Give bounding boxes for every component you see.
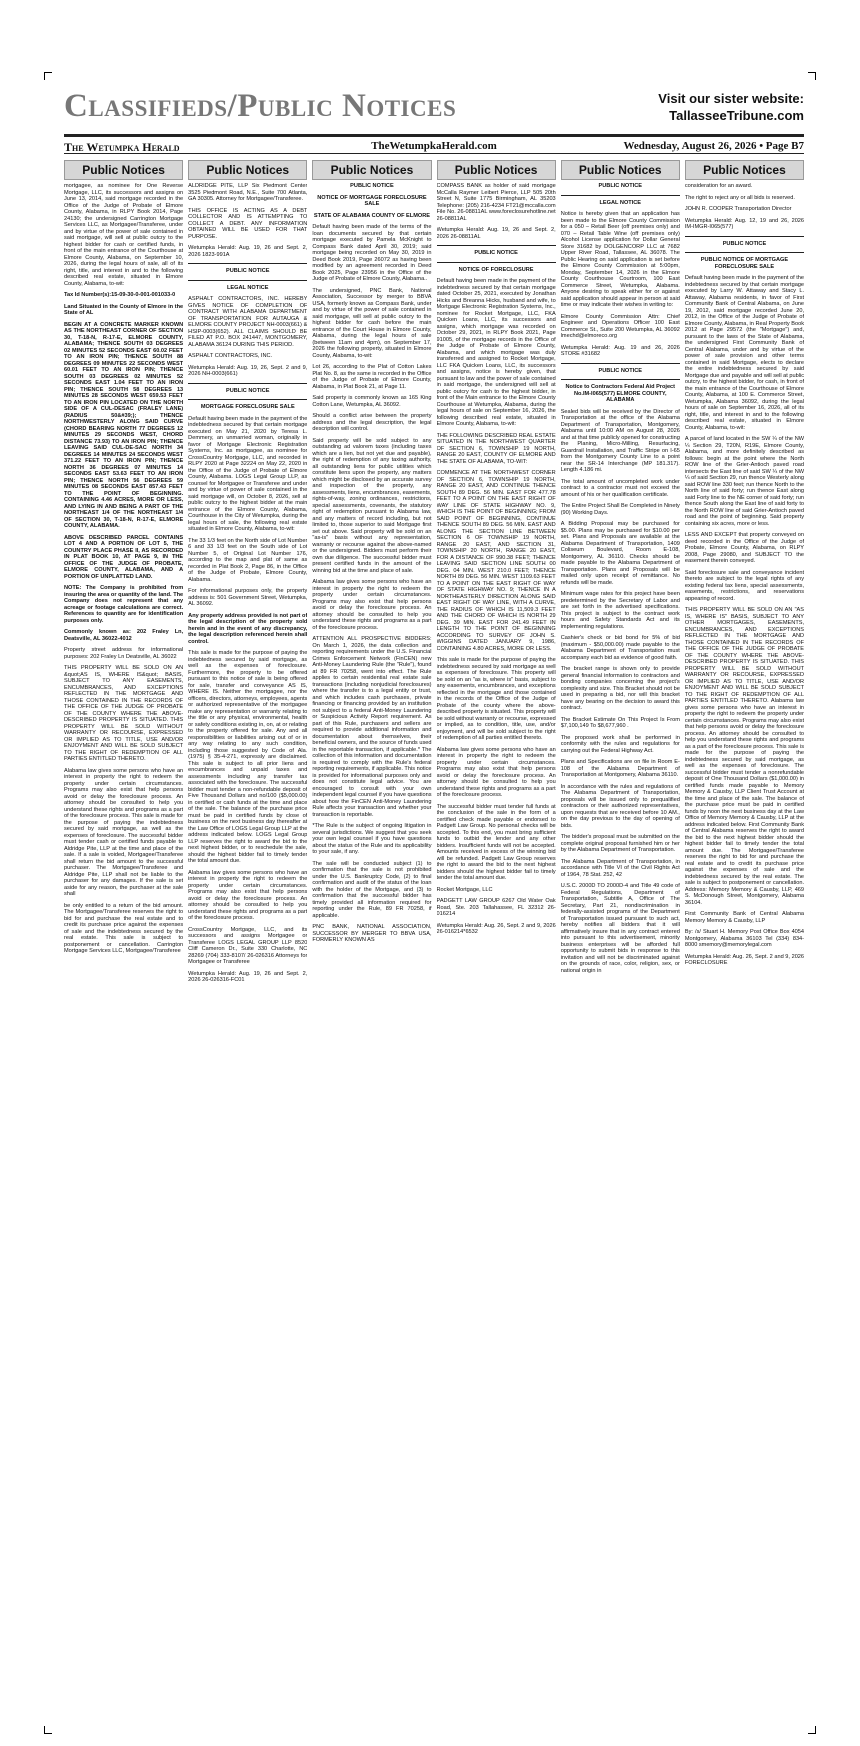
notice-paragraph: Default having been made in the payment of the indebtedness secured by that certain mortgage dated October 25, 2021, executed by Jonathan Hicks and Breanna Hicks, husband and wife, to Mortgage Electronic Registration Systems, Inc., nominee for Rocket Mortgage, LLC, FKA Quicken Loans, LLC, its successors and assigns, which mortgage was recorded on October 29, 2021, in RLPY Book 2021, Page 91005, of the mortgage records in the Office of the Judge of Probate of Elmore County, Alabama, and which mortgage was duly transferred and assigned to Rocket Mortgage, LLC FKA Quicken Loans, LLC, its successors and assigns, notice is hereby given, that pursuant to law and the power of sale contained in said mortgage, the undersigned will sell at public outcry for cash to the highest bidder, in front of the Main entrance to the Elmore County Courthouse at Wetumpka, Alabama, during the legal hours of sale on September 16, 2026, the following described real estate, situated in Elmore County, Alabama, to-wit: [436,278,556,427]
notice-paragraph: U.S.C. 2000D TO 2000D-4 and Title 49 code of Federal Regulations, Department of Transportation, Subtitle A, Office of The Secretary, Part 21, nondiscrimination in federally-assisted programs of the Department of Transportation issued pursuant to such act, hereby notifies all bidders that it will affirmatively insure that in any contract entered into pursuant to this advertisement, minority business enterprises will be afforded full opportunity to submit bids in response to this invitation and will not be discriminated against on the grounds of race, color, religion, sex, or national origin in [560,883,680,974]
notice-paragraph: Sealed bids will be received by the Director of Transportation at the office of the Alabama Department of Transportation, Montgomery, Alabama until 10:00 AM on August 28, 2026 and at that time publicly opened for constructing the Planing, Micro-Milling, Resurfacing, Guardrail Installation, and Traffic Stripe on I-65 from the Montgomery County Line to a point near the SR-14 Interchange (MP 181.317). Length 4.186 mi. [560,408,680,473]
notice-heading: PUBLIC NOTICE [226,387,270,394]
notice-column [188,160,307,1720]
notice-paragraph: Wetumpka Herald: Aug. 19, 26 and Sept. 2, 2026 1823-991A [188,245,308,258]
notice-heading: MORTGAGE FORECLOSURE SALE [200,404,295,410]
notice-divider [437,262,556,263]
issue-date-page: Wednesday, August 26, 2026 • Page B7 [623,140,804,152]
notice-paragraph: In accordance with the rules and regulations of The Alabama Department of Transportation, proposals will be issued only to prequalified contractors or their authorized representatives, upon requests that are received before 10 AM., on the day previous to the day of opening of bids. [560,783,680,829]
notice-paragraph: LESS AND EXCEPT that property conveyed on deed recorded in the Office of the Judge of Probate, Elmore County, Alabama, on RLPY 2008, Page 29080, and SUBJECT TO the easement therein conveyed. [684,532,805,564]
notice-paragraph: CrossCountry Mortgage, LLC, and its successors and assigns Mortgagee or Transferee LOGS LEGAL GROUP LLP 8520 Cliff Cameron Dr., Suite 330 Charlotte, NC 28269 (704) 333-8107/ 26-026316 Attorneys for Mortgagee or Transferee [188,926,308,965]
crop-mark-bottom-left [44,1726,52,1734]
notice-divider [188,383,307,384]
notice-paragraph: The successful bidder must tender full funds at the conclusion of the sale in the form of a certified check made payable or endorsed to Padgett Law Group. No personal checks will be accepted. To this end, you must bring sufficient funds to outbid the lender and any other bidders. Insufficient funds will not be accepted. Amounts received in excess of the winning bid will be refunded. Padgett Law Group reserves the right to award the bid to the next highest bidders should the highest bidder fail to timely tender the total amount due. [436,803,556,881]
column-header: Public Notices [64,160,183,180]
notice-paragraph: Alabama law gives some persons who have an interest in property the right to redeem the property under certain circumstances. Programs may also exist that help persons avoid or delay the foreclosure process. An attorney should be consulted to help you understand these rights and programs as a part of the foreclosure process. [436,746,556,798]
notice-paragraph: Default having been made in the payment of the indebtedness secured by that certain mortgage executed on May 21, 2020 by Teresa L. Demmery, an unmarried woman, originally in favor of Mortgage Electronic Registration Systems, Inc. as mortgagee, as nominee for CrossCountry Mortgage, LLC, and recorded in RLPY 2020 at Page 32224 on May 22, 2020 in the Office of the Judge of Probate of Elmore County, Alabama. LOGS Legal Group LLP, as counsel for Mortgagee or Transferee and under and by virtue of power of sale contained in the said mortgage will, on October 8, 2026, sell at public outcry to the highest bidder at the main entrance of the Elmore County, Alabama, Courthouse in the City of Wetumpka, during the legal hours of sale, the following real estate situated in Elmore County, Alabama, to-wit: [188,415,308,532]
notice-paragraph: consideration for an award. [684,183,753,189]
notice-paragraph: Wetumpka Herald: Aug. 26, Sept. 2 and 9, 2026 FORECLOSURE [684,953,805,966]
notice-bold-paragraph: Any property address provided is not part of the legal description of the property sold herein and in the event of any discrepancy, the legal description referenced herein shall control. [188,612,308,645]
notice-paragraph: The right to reject any or all bids is reserved. [684,194,795,201]
sister-site-lead: Visit our sister website: [658,91,804,106]
notice-heading: Notice to Contractors Federal Aid Project No.IM-I065(577) ELMORE COUNTY, ALABAMA [565,384,676,403]
notice-divider [685,252,804,253]
notice-paragraph: THIS PROPERTY WILL BE SOLD ON AN "AS IS, WHERE IS" BASIS, SUBJECT TO ANY OTHER MORTGAGES, EASEMENTS, ENCUMBRANCES, AND EXCEPTIONS REFLECTED IN THE MORTGAGE AND THOSE CONTAINED IN THE RECORDS OF THE OFFICE OF THE JUDGE OF PROBATE OF THE COUNTY WHERE THE ABOVE-DESCRIBED PROPERTY IS SITUATED. THIS PROPERTY WILL BE SOLD WITHOUT WARRANTY OR RECOURSE, EXPRESSED OR IMPLIED AS TO TITLE, USE AND/OR ENJOYMENT AND WILL BE SOLD SUBJECT TO THE RIGHT OF REDEMPTION OF ALL PARTIES ENTITLED THERETO. Alabama law gives some persons who have an interest in property the right to redeem the property under certain circumstances. Programs may also exist that help persons avoid or delay the foreclosure process. An attorney should be consulted to help you understand these rights and programs as a part of the foreclosure process. This sale is made for the purpose of paying the indebtedness secured by said mortgage, as well as the expenses of foreclosure. The successful bidder must tender a nonrefundable deposit of One Thousand Dollars ($1,000.00) in certified funds made payable to Memory Memory & Causby, LLP Client Trust Account at the time and place of the sale. The balance of the purchase price must be paid in certified funds by noon the next business day at the Law Office of Memory Memory & Causby, LLP at the address indicated below. First Community Bank of Central Alabama reserves the right to award the bid to the next highest bidder should the highest bidder fail to timely tender the total amount due. The Mortgagee/Transferee reserves the right to bid for and purchase the real estate and to credit its purchase price against the expenses of sale and the indebtedness secured by the real estate. The sale is subject to postponement or cancellation. Address: Memory Memory & Causby, LLP, 469 S. McDonough Street, Montgomery, Alabama 36104. [684,607,805,906]
notice-heading: PUBLIC NOTICE [474,250,518,256]
notice-paragraph: Default having been made in the payment of the indebtedness secured by that certain mortgage executed by Larry W. Attaway and Stacy L. Attaway, Alabama residents, in favor of First Community Bank of Central Alabama, on June 19, 2012, said mortgage recorded June 20, 2012, in the Office of the Judge of Probate of Elmore County, Alabama, in Real Property Book 2012 at Page 29572 (the "Mortgage") and, pursuant to the laws of the State of Alabama, the undersigned First Community Bank of Central Alabama, under and by virtue of the power of sale provision and other terms contained in said Mortgage, elects to declare the entire indebtedness secured by said Mortgage due and payable and will sell at public outcry, to the highest bidder, for cash, in front of the main entrance of the Courthouse of Elmore County, Alabama, at 100 E. Commerce Street, Wetumpka, Alabama 36092, during the legal hours of sale on September 16, 2026, all of its right, title, and interest in and to the following described real estate, situated in Elmore County, Alabama, to-wit: [684,275,805,431]
notice-heading: LEGAL NOTICE [599,199,642,206]
notice-heading: PUBLIC NOTICE [722,240,767,247]
notice-paragraph: The Alabama Department of Transportation, in accordance with Title VI of the Civil Rights Act of 1964, 78 Stat. 252, 42 [560,858,680,878]
column-body [561,183,680,974]
notice-paragraph: The bidder's proposal must be submitted on the complete original proposal furnished him or her by the Alabama Department of Transportation. [560,834,680,853]
notice-paragraph: COMMENCE AT THE NORTHWEST CORNER OF SECTION 6, TOWNSHIP 19 NORTH, RANGE 20 EAST, AND CONTINUE THENCE SOUTH 89 DEG. 56 MIN. EAST FOR 477.78 FEET TO A POINT ON THE EAST RIGHT OF WAY LINE OF STATE HIGHWAY NO. 9, WHICH IS THE POINT OF BEGINNING; FROM SAID POINT OF BEGINNING, CONTINUE THENCE SOUTH 89 DEG. 56 MIN. EAST AND ALONG THE SECTION LINE BETWEEN SECTION 6 OF TOWNSHIP 19 NORTH, RANGE 20 EAST, AND SECTION 31, TOWNSHIP 20 NORTH, RANGE 20 EAST, FOR A DISTANCE OF 990.38 FEET; THENCE LEAVING SAID SECTION LINE SOUTH 00 DEG. 04 MIN. WEST 210.0 FEET; THENCE NORTH 89 DEG. 56 MIN. WEST 1109.63 FEET TO A POINT ON THE EAST RIGHT OF WAY OF STATE HIGHWAY NO. 9; THENCE IN A NORTHEASTERLY DIRECTION ALONG SAID EAST RIGHT OF WAY LINE, WITH A CURVE, THE RADIUS OF WHICH IS 11,509.3 FEET AND THE CHORD OF WHICH IS NORTH 29 DEG. 39 MIN. EAST FOR 241.49 FEET IN LENGTH TO THE POINT OF BEGINNING ACCORDING TO SURVEY OF JOHN S. WIGGINS DATED JANUARY 9, 1986, CONTAINING 4.80 ACRES, MORE OR LESS. [436,470,556,652]
column-header: Public Notices [685,160,804,180]
notice-paragraph: ATTENTION ALL PROSPECTIVE BIDDERS: On March 1, 2026, the data collection and reporting requirements under the U.S. Financial Crimes Enforcement Network (FinCEN) new Anti-Money Laundering Rule (the "Rule"), found at 89 FR 70258, went into effect. The Rule applies to certain residential real estate sale transactions (including nonjudicial foreclosures) where the transfer is to a legal entity or trust, and which includes cash purchases, private financing or financing provided by an institution not subject to a federal Anti-Money Laundering or Suspicious Activity Report requirement. As part of this Rule, purchasers and sellers are required to provide additional information and documentation about themselves, their beneficial owners, and the source of funds used in the reportable transaction, if applicable.* The collection of this information and documentation is required to comply with the Rule's federal reporting requirements, if applicable. This notice is provided for informational purposes only and does not constitute legal advice. You are encouraged to consult with your own independent legal counsel if you have questions about how the FinCEN Anti-Money Laundering Rule affects your transaction and whether your transaction is reportable. [312,636,432,818]
notice-paragraph: Wetumpka Herald: Aug. 26, Sept. 2 and 9, 2026 26-016214*6532 [436,922,556,935]
notice-paragraph: ASPHALT CONTRACTORS, INC. HEREBY GIVES NOTICE OF COMPLETION OF CONTRACT WITH ALABAMA DEPARTMENT OF TRANSPORTATION FOR AUTAUGA & ELMORE COUNTY PROJECT NH-0003(661) & HSIP-0003(652). ALL CLAIMS SHOULD BE FILED AT P.O. BOX 241447, MONTGOMERY, ALABAMA 36124 DURING THIS PERIOD. [188,296,308,348]
notice-paragraph: Wetumpka Herald: Aug. 19, 26 and Sept. 2, 2026 26-08811AL [436,227,556,240]
notice-paragraph: Wetumpka Herald: Aug. 19, 26 and Sept. 2, 2026 26-026316-FC01 [188,970,308,983]
notice-paragraph: The Entire Project Shall Be Completed in Ninety (90) Working Days. [560,503,680,516]
notice-paragraph: The bracket range is shown only to provide general financial information to contractors and bonding companies concerning the project's complexity and size. This Bracket should not be used in preparing a bid, nor will this bracket have any bearing on the decision to award this contract. [560,666,680,711]
paper-website[interactable]: TheWetumpkaHerald.com [371,140,497,152]
notice-heading: STATE OF ALABAMA COUNTY OF ELMORE [313,212,430,219]
notice-bold-paragraph: ABOVE DESCRIBED PARCEL CONTAINS LOT 4 AND A PORTION OF LOT 5, THE COUNTRY PLACE PHASE II, AS RECORDED IN PLAT BOOK 10, AT PAGE 9, IN THE OFFICE OF THE JUDGE OF PROBATE, ELMORE COUNTY, ALABAMA, AND A PORTION OF UNPLATTED LAND. [64,534,184,580]
notice-bold-paragraph: BEGIN AT A CONCRETE MARKER KNOWN AS THE NORTHEAST CORNER OF SECTION 30, T-18-N, R-17-E, ELMORE COUNTY, ALABAMA; THENCE SOUTH 03 DEGREES 02 MINUTES 52 SECONDS EAST 60.02 FEET TO AN IRON PIN; THENCE SOUTH 88 DEGREES 09 MINUTES 22 SECONDS WEST 60.01 FEET TO AN IRON PIN; THENCE SOUTH 03 DEGREES 02 MINUTES 52 SECONDS EAST 1.04 FEET TO AN IRON PIN; THENCE SOUTH 58 DEGREES 13 MINUTES 28 SECONDS WEST 659.53 FEET TO AN IRON PIN LOCATED ON THE NORTH SIDE OF A CUL-DESAC (FRALEY LANE) (RADIUS 50&#39;); THENCE NORTHWESTERLY ALONG SAID CURVE (CHORD BEARING NORTH 77 DEGREES 12 MINUTES 29 SECONDS WEST, CHORD DISTANCE 73.93) TO AN IRON PIN; THENCE LEAVING SAID CUL-DE-SAC NORTH 34 DEGREES 14 MINUTES 24 SECONDS WEST 371.22 FEET TO AN IRON PIN; THENCE NORTH 36 DEGREES 07 MINUTES 14 SECONDS EAST 53.63 FEET TO AN IRON PIN; THENCE NORTH 56 DEGREES 59 MINUTES 08 SECONDS EAST 857.43 FEET TO THE POINT OF BEGINNING. CONTAINING 4.46 ACRES, MORE OR LESS, AND LYING IN AND BEING A PART OF THE NORTHEAST 1/4 OF THE NORTHEAST 1/4 OF SECTION 30, T-18-N, R-17-E, ELMORE COUNTY, ALABAMA. [64,321,184,529]
notice-paragraph: Plans and Specifications are on file in Room E-108 of the Alabama Department of Transportation at Montgomery, Alabama 36110. [560,759,680,778]
notice-paragraph: Default having been made of the terms of the loan documents secured by that certain mortgage executed by Pamela McKnight to Compass Bank dated April 30, 2019; said mortgage being recorded on May 30, 2019 in Deed Book 2019, Page 26072 as having been modified by an agreement recorded in Deed Book 2025, Page 23956 in the Office of the Judge of Probate of Elmore County, Alabama.. [312,224,432,282]
notice-divider [561,379,680,380]
notice-paragraph: Alabama law gives some persons who have an interest in property the right to redeem the property under certain circumstances. Programs may also exist that help persons avoid or delay the foreclosure process. An attorney should be consulted to help you understand these rights and programs as a part of the foreclosure process. [188,869,308,921]
notice-paragraph: For informational purposes only, the property address is: 501 Government Street, Wetumpka, AL 36092. [188,588,308,607]
column-body [685,183,804,967]
sister-site-promo [658,90,804,124]
notice-columns [64,160,804,1720]
notice-column [64,160,183,1720]
notice-paragraph: THIS OFFICE IS ACTING AS A DEBT COLLECTOR AND IS ATTEMPTING TO COLLECT A DEBT. ANY INFORMATION OBTAINED WILL BE USED FOR THAT PURPOSE. [188,207,308,240]
notice-paragraph: Wetumpka Herald: Aug. 19 and 26, 2026 STORE #31682 [560,344,680,357]
notice-paragraph: Lot 26, according to the Plat of Cotton Lakes Plat No. 8, as the same is recorded in the Office of the Judge of Probate of Elmore County, Alabama, in Plat Book 21, at Page 11. [312,364,432,390]
notice-heading: NOTICE OF MORTGAGE FORECLOSURE SALE [317,194,427,207]
column-body [437,183,556,936]
notice-paragraph: Wetumpka Herald: Aug. 12, 19 and 26, 2026 IM-IMGR-I065(577) [684,217,805,230]
notice-paragraph: PADGETT LAW GROUP 6267 Old Water Oak Road, Ste. 203 Tallahassee, FL 32312 26-016214 [436,898,556,917]
notice-paragraph: This sale is made for the purpose of paying the indebtedness secured by said mortgage as well as expenses of foreclosure. This property will be sold on an "as is, where is" basis, subject to any easements, encumbrances, and exceptions reflected in the mortgage and those contained in the records of the Office of the Judge of Probate of the county where the above-described property is situated. This property will be sold without warranty or recourse, expressed or implied, as to condition, title, use, and/or enjoyment, and will be sold subject to the right of redemption of all parties entitled thereto. [436,657,556,741]
notice-paragraph: Said foreclosure sale and conveyance incident thereto are subject to the legal rights of any existing federal tax liens, special assessments, easements, restrictions, and reservations appearing of record. [684,569,805,602]
column-header: Public Notices [312,160,431,180]
notice-paragraph: Wetumpka Herald: Aug. 19, 26, Sept. 2 and 9, 2026 NH-0003(661) [188,364,308,377]
notice-heading: PUBLIC NOTICE [350,183,394,189]
notice-divider [685,236,804,237]
notice-paragraph: The sale will be conducted subject (1) to confirmation that the sale is not prohibited under the U.S. Bankruptcy Code, (2) to final confirmation and audit of the status of the loan with the holder of the Mortgage, and (3) to confirmation that the successful bidder has timely provided all information required for reporting under the Rule, 89 FR 70258, if applicable. [312,860,432,919]
notice-paragraph: COMPASS BANK as holder of said mortgage McCalla Raymer Leibert Pierce, LLP 505 20th Street N, Suite 1775 Birmingham, AL 35203 Telephone: (205) 216-4234 FT21@mccalla.com File No. 26-08811AL www.foreclosurehotline.net 26-08811AL [436,183,556,222]
notice-paragraph: Notice is hereby given that an application has been made to the Elmore County Commission for a 050 – Retail Beer (off premises only) and 070 – Retail Table Wine (off premises only) Alcohol License application for Dollar General Store 31682 by DOLGENCORP LLC at 7682 Upper River Road, Tallassee, AL 36078. The Public Hearing on said application is set before the Elmore County Commission at 5:00pm, Monday, September 14, 2026 in the Elmore County Courthouse Courtroom, 100 East Commerce Street, Wetumpka, Alabama. Anyone desiring to speak either for or against said application should appear in person at said time or may indicate their wishes in writing to: [560,211,680,308]
notice-heading: PUBLIC NOTICE [598,183,643,189]
notice-paragraph: ASPHALT CONTRACTORS, INC. [188,353,273,359]
notice-divider [561,195,680,196]
notice-column [561,160,680,1720]
column-header: Public Notices [437,160,556,180]
notice-paragraph: Cashier's check or bid bond for 5% of bid (maximum - $50,000.00) made payable to the Alabama Department of Transportation must accompany each bid as evidence of good faith. [560,635,680,661]
sister-site-link[interactable]: TallasseeTribune.com [669,108,804,123]
notice-paragraph: The total amount of uncompleted work under contract to a contractor must not exceed the amount of his or her qualification certificate. [560,478,680,498]
notice-paragraph: PNC BANK, NATIONAL ASSOCIATION, SUCCESSOR BY MERGER TO BBVA USA, FORMERLY KNOWN AS [312,924,432,943]
notice-paragraph: ALDRIDGE PITE, LLP Six Piedmont Center 3525 Piedmont Road, N.E., Suite 700 Atlanta, GA 30305. Attorney for Mortgagee/Transferee. [188,183,308,202]
notice-paragraph: Minimum wage rates for this project have been predetermined by the Secretary of Labor and are set forth in the advertised specifications. This project is subject to the contract work hours and Safety Standards Act and its implementing regulations. [560,591,680,630]
crop-mark-top-right [808,72,816,80]
notice-paragraph: JOHN R. COOPER Transportation Director [684,206,792,212]
notice-bold-paragraph: Tax Id Number(s):15-09-30-0-001-001033-0 [64,292,176,298]
notice-paragraph: mortgagee, as nominee for One Reverse Mortgage, LLC, its successors and assigns on June 13, 2014, said mortgage recorded in the Office of the Judge of Probate of Elmore County, Alabama, in RLPY Book 2014, Page 24130; the undersigned Carrington Mortgage Services LLC, as Mortgagee/Transferee, under and by virtue of the power of sale contained in said mortgage, will sell at public outcry to the highest bidder for cash or certified funds, in front of the main entrance of the Courthouse at Elmore County, Alabama, on September 10, 2026, during the legal hours of sale, all of its right, title, and interest in and to the following described real estate, situated in Elmore County, Alabama, to-wit: [64,183,184,287]
notice-bold-paragraph: NOTE: The Company is prohibited from insuring the area or quantity of the land. The Company does not represent that any acreage or footage calculations are correct. References to quantity are for identification purposes only. [64,585,184,624]
paper-name: The Wetumpka Herald [64,140,180,154]
notice-paragraph: The Bracket Estimate On This Project Is From $7,100,149 To $8,677,960 . [560,716,680,729]
notice-paragraph: THE FOLLOWING DESCRIBED REAL ESTATE SITUATED IN THE NORTHWEST QUARTER OF SECTION 6, TOWNSHIP 19 NORTH, RANGE 20 EAST, COUNTY OF ELMORE AND THE STATE OF ALABAMA, TO-WIT: [436,432,556,465]
column-header: Public Notices [561,160,680,180]
notice-paragraph: be only entitled to a return of the bid amount. The Mortgagee/Transferee reserves the right to bid for and purchase the real estate and to credit its purchase price against the expenses of sale and the indebtedness secured by the real estate. This sale is subject to postponement or cancellation. Carrington Mortgage Services LLC, Mortgagee/Transferee [64,902,184,954]
notice-paragraph: Alabama law gives some persons who have an interest in property the right to redeem the property under certain circumstances. Programs may also exist that help persons avoid or delay the foreclosure process. An attorney should be consulted to help you understand these rights and programs as a part of the foreclosure process. [312,579,432,631]
notice-paragraph: A Bidding Proposal may be purchased for $5.00. Plans may be purchased for $10.00 per set. Plans and Proposals are available at the Alabama Department of Transportation, 1409 Coliseum Boulevard, Room E-108, Montgomery, AL 36110. Checks should be made payable to the Alabama Department of Transportation. Plans and Proposals will be mailed only upon receipt of remittance. No refunds will be made. [560,521,680,586]
notice-paragraph: By: /s/ Stuart H. Memory Post Office Box 4054 Montgomery, Alabama 36103 Tel (334) 834-8000 smemory@memorylegal.com [684,929,805,948]
notice-paragraph: The 33 1/3 feet on the North side of Lot Number 6 and 33 1/3 feet on the South side of Lot Number 5, of Original Lot Number 176, according to the map and plat of same as recorded in Plat Book 2, Page 86, in the Office of the Judge of Probate, Elmore County, Alabama. [188,537,308,583]
crop-mark-bottom-right [808,1726,816,1734]
notice-column [437,160,556,1720]
notice-bold-paragraph: Commonly known as: 202 Fraley Ln, Deatsville, AL 36022-4012 [64,629,184,642]
notice-paragraph: This sale is made for the purpose of paying the indebtedness secured by said mortgage, as well as the expenses of foreclosure. Furthermore, the property to be offered pursuant to this notice of sale is being offered for sale, transfer and conveyance AS IS, WHERE IS. Neither the mortgagee, nor the officers, directors, attorneys, employees, agents or authorized representative of the mortgagee make any representation or warranty relating to the title or any physical, environmental, health or safety conditions existing in, on, at or relating to the property offered for sale. Any and all responsibilities or liabilities arising out of or in any way relating to any such condition, including those suggested by Code of Ala. (1975) § 35-4-271, expressly are disclaimed. This sale is subject to all prior liens and encumbrances and unpaid taxes and assessments including any transfer tax associated with the foreclosure. The successful bidder must tender a non-refundable deposit of Five Thousand Dollars and no/100 ($5,000.00) in certified or cash funds at the time and place of the sale. The balance of the purchase price must be paid in certified funds by close of business on the next business day thereafter at the Law Office of LOGS Legal Group LLP at the address indicated below. LOGS Legal Group LLP reserves the right to award the bid to the next highest bidder, or to reschedule the sale, should the highest bidder fail to timely tender the total amount due. [188,650,308,864]
notice-paragraph: Rocket Mortgage, LLC [436,886,493,893]
dateline-bar [64,134,804,154]
notice-paragraph: Property street address for informational purposes: 202 Fraley Ln Deatsville, AL 36022 [64,647,184,660]
notice-divider [188,280,307,281]
crop-mark-top-left [44,72,52,80]
notice-divider [437,245,556,246]
column-body [64,183,183,955]
notice-paragraph: Should a conflict arise between the property address and the legal description, the legal description will control. [312,413,432,432]
section-title: Classifieds/Public Notices [64,88,457,124]
notice-paragraph: Said property is commonly known as 165 King Cotton Lane, Wetumpka, AL 36092. [312,395,432,408]
column-body [188,183,307,984]
notice-paragraph: The proposed work shall be performed in conformity with the rules and regulations for carrying out the Federal Highway Act. [560,734,680,754]
notice-heading: PUBLIC NOTICE [598,367,643,374]
column-body [312,183,431,944]
notice-heading: LEGAL NOTICE [226,284,269,291]
notice-column [685,160,804,1720]
notice-paragraph: Said property will be sold subject to any outstanding ad valorem taxes (including taxes which are a lien, but not yet due and payable), the right of redemption of any taxing authority, all outstanding liens for public utilities which constitute liens upon the property, any matters which might be disclosed by an accurate survey and inspection of the property, any assessments, liens, encumbrances, easements, rights-of-way, zoning ordinances, restrictions, special assessments, covenants, the statutory right of redemption pursuant to Alabama law, and any matters of record including, but not limited to, those superior to said Mortgage first set out above. Said property will be sold on an "as-is" basis without any representation, warranty or recourse against the above-named or the undersigned. Bidders must perform their own due diligence. The successful bidder must present certified funds in the amount of the winning bid at the time and place of sale. [312,437,432,574]
masthead [64,84,804,134]
notice-heading: PUBLIC NOTICE OF MORTGAGE FORECLOSURE SALE [700,257,789,270]
notice-paragraph: Alabama law gives some persons who have an interest in property the right to redeem the property under certain circumstances. Programs may also exist that help persons avoid or delay the foreclosure process. An attorney should be consulted to help you understand these rights and programs as a part of the foreclosure process. This sale is made for the purpose of paying the indebtedness secured by said mortgage, as well as the expenses of foreclosure. The successful bidder must tender cash or certified funds payable to Aldridge Pite, LLP at the time and place of the sale. If a sale is voided, Mortgagee/Transferee shall return the bid amount to the successful purchaser. The Mortgagee/Transferee and Aldridge Pite, LLP shall not be liable to the purchaser for any damages. If the sale is set aside for any reason, the purchaser at the sale shall [64,767,184,897]
notice-paragraph: Elmore County Commission Attn: Chief Engineer and Operations Officer 100 East Commerce St., Suite 200 Wetumpka, AL 36092 lmechd@elmoreco.org [560,313,680,339]
notice-divider [188,263,307,264]
notice-paragraph: First Community Bank of Central Alabama Memory Memory & Causby, LLP [684,911,805,924]
notice-divider [561,363,680,364]
notice-paragraph: THIS PROPERTY WILL BE SOLD ON AN &quot;AS IS, WHERE IS&quot; BASIS, SUBJECT TO ANY EASEMENTS, ENCUMBRANCES, AND EXCEPTIONS REFLECTED IN THE MORTGAGE AND THOSE CONTAINED IN THE RECORDS OF THE OFFICE OF THE JUDGE OF PROBATE OF THE COUNTY WHERE THE ABOVE-DESCRIBED PROPERTY IS SITUATED. THIS PROPERTY WILL BE SOLD WITHOUT WARRANTY OR RECOURSE, EXPRESSED OR IMPLIED AS TO TITLE, USE AND/OR ENJOYMENT AND WILL BE SOLD SUBJECT TO THE RIGHT OF REDEMPTION OF ALL PARTIES ENTITLED THERETO. [64,665,184,762]
notice-paragraph: *The Rule is the subject of ongoing litigation in several jurisdictions. We suggest that you seek your own legal counsel if you have questions about the status of the Rule and its applicability to your sale, if any. [312,823,432,855]
notice-divider [188,399,307,400]
column-header: Public Notices [188,160,307,180]
notice-heading: NOTICE OF FORECLOSURE [458,266,534,273]
notice-bold-paragraph: Land Situated in the County of Elmore in the State of AL [64,303,184,316]
notice-column [312,160,431,1720]
notice-paragraph: The undersigned, PNC Bank, National Association, Successor by merger to BBVA USA, formerly known as Compass Bank, under and by virtue of the power of sale contained in said mortgage, will sell at public outcry to the highest bidder for cash before the main entrance of the Court House in Elmore County, Alabama, during the legal hours of sale (between 11am and 4pm), on September 17, 2026 the following property, situated in Elmore County, Alabama, to-wit: [312,287,432,359]
notice-paragraph: A parcel of land located in the SW ¼ of the NW ¼ Section 29, T20N, R19E, Elmore County, Alabama, and more definitely described as follows: begin at the point where the North ROW line of the Grier-Antioch paved road intersects the East line of said SW ¼ of the NW ¼ of said Section 29, run thence Westerly along said ROW line 330 feet; run thence North to the North line of said forty; run thence East along said Forty line to the NE corner of said forty; run thence South along the East line of said forty to the North ROW line of said Grier-Antioch paved road and the point of beginning. Said property containing six acres, more or less. [684,436,805,527]
notice-heading: PUBLIC NOTICE [226,268,270,274]
